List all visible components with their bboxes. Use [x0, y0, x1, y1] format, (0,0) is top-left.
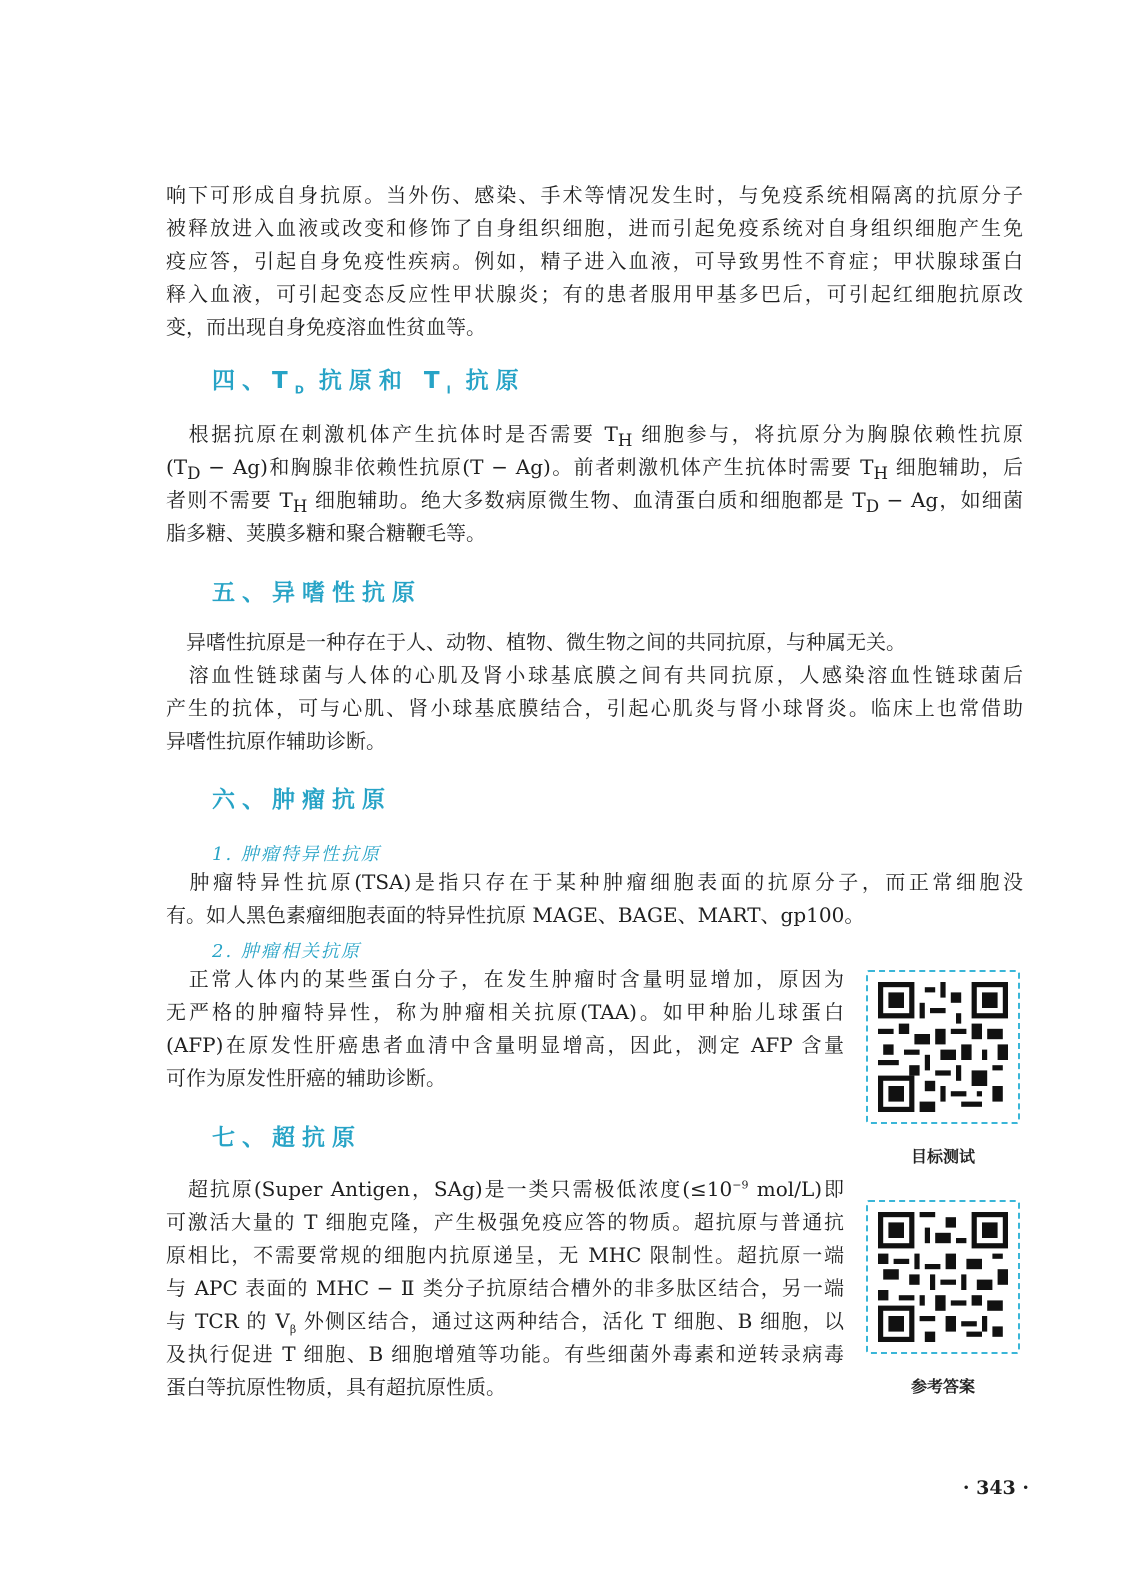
taa-line: 可作为原发性肝癌的辅助诊断。	[166, 1066, 446, 1090]
intro-line: 变，而出现自身免疫溶血性贫血等。	[166, 315, 486, 339]
superantigen-line: 与 APC 表面的 MHC − Ⅱ 类分子抗原结合槽外的非多肽区结合，另一端	[166, 1276, 844, 1300]
td-ti-paragraph	[166, 418, 1023, 550]
taa-paragraph	[166, 963, 844, 1095]
td-ti-line: $(T_D - Ag)$和胸腺非依赖性抗原(T − Ag)。前者刺激机体产生抗体时需要 $T_H$ 细胞辅助，后	[166, 455, 1023, 483]
section-heading-td-ti: 四、$T_D$ 抗原和 $T_I$ 抗原	[212, 368, 526, 397]
taa-line: 正常人体内的某些蛋白分子，在发生肿瘤时含量明显增加，原因为	[166, 967, 844, 991]
superantigen-line: 可激活大量的 T 细胞克隆，产生极强免疫应答的物质。超抗原与普通抗	[166, 1210, 844, 1234]
heterophile-line: 异嗜性抗原作辅助诊断。	[166, 729, 386, 753]
superantigen-paragraph	[166, 1173, 844, 1404]
intro-line: 释入血液，可引起变态反应性甲状腺炎；有的患者服用甲基多巴后，可引起红细胞抗原改	[166, 282, 1023, 306]
qr-label-reference-answer: 参考答案	[910, 1377, 975, 1396]
page-number: · 343 ·	[962, 1477, 1029, 1499]
qr-pattern-icon	[878, 982, 1008, 1112]
intro-line: 疫应答，引起自身免疫性疾病。例如，精子进入血液，可导致男性不育症；甲状腺球蛋白	[166, 249, 1023, 273]
heterophile-line: 产生的抗体，可与心肌、肾小球基底膜结合，引起心肌炎与肾小球肾炎。临床上也常借助	[166, 696, 1023, 720]
superantigen-line: 超抗原(Super Antigen，SAg)是一类只需极低浓度($\le 10^{-9}$ mol/L)即	[166, 1177, 844, 1201]
tsa-paragraph	[166, 866, 1023, 932]
section-heading-heterophile: 五、异嗜性抗原	[212, 580, 422, 606]
section-heading-tumor: 六、肿瘤抗原	[212, 787, 392, 813]
subheading-tsa: 1. 肿瘤特异性抗原	[212, 844, 381, 865]
td-ti-line: 根据抗原在刺激机体产生抗体时是否需要 $T_H$ 细胞参与，将抗原分为胸腺依赖性抗原	[166, 422, 1023, 450]
qr-code-target-test[interactable]	[866, 970, 1020, 1124]
taa-line: 无严格的肿瘤特异性，称为肿瘤相关抗原(TAA)。如甲种胎儿球蛋白	[166, 1000, 844, 1024]
tsa-line: 有。如人黑色素瘤细胞表面的特异性抗原 MAGE、BAGE、MART、gp100。	[166, 903, 865, 927]
qr-label-target-test: 目标测试	[910, 1147, 975, 1166]
intro-line: 响下可形成自身抗原。当外伤、感染、手术等情况发生时，与免疫系统相隔离的抗原分子	[166, 183, 1023, 207]
intro-paragraph	[166, 179, 1023, 344]
heterophile-line: 异嗜性抗原是一种存在于人、动物、植物、微生物之间的共同抗原，与种属无关。	[166, 630, 906, 654]
superantigen-line: 蛋白等抗原性物质，具有超抗原性质。	[166, 1375, 506, 1399]
taa-line: (AFP)在原发性肝癌患者血清中含量明显增高，因此，测定 AFP 含量	[166, 1033, 844, 1057]
qr-pattern-icon	[878, 1212, 1008, 1342]
heterophile-paragraph-1	[166, 626, 1023, 659]
td-ti-line: 脂多糖、荚膜多糖和聚合糖鞭毛等。	[166, 521, 486, 545]
superantigen-line: 及执行促进 T 细胞、B 细胞增殖等功能。有些细菌外毒素和逆转录病毒	[166, 1342, 844, 1366]
subheading-taa: 2. 肿瘤相关抗原	[212, 941, 361, 962]
intro-line: 被释放进入血液或改变和修饰了自身组织细胞，进而引起免疫系统对自身组织细胞产生免	[166, 216, 1023, 240]
td-ti-line: 者则不需要 $T_H$ 细胞辅助。绝大多数病原微生物、血清蛋白质和细胞都是 $T_D - Ag$，如细菌	[166, 488, 1024, 516]
qr-code-reference-answer[interactable]	[866, 1200, 1020, 1354]
tsa-line: 肿瘤特异性抗原(TSA)是指只存在于某种肿瘤细胞表面的抗原分子，而正常细胞没	[166, 870, 1023, 894]
section-heading-superantigen: 七、超抗原	[212, 1125, 362, 1151]
superantigen-line: 与 TCR 的 $V_\beta$ 外侧区结合，通过这两种结合，活化 T 细胞、B 细胞，以	[166, 1309, 845, 1336]
superantigen-line: 原相比，不需要常规的细胞内抗原递呈，无 MHC 限制性。超抗原一端	[166, 1243, 844, 1267]
heterophile-line: 溶血性链球菌与人体的心肌及肾小球基底膜之间有共同抗原，人感染溶血性链球菌后	[166, 663, 1023, 687]
heterophile-paragraph-2	[166, 659, 1023, 758]
